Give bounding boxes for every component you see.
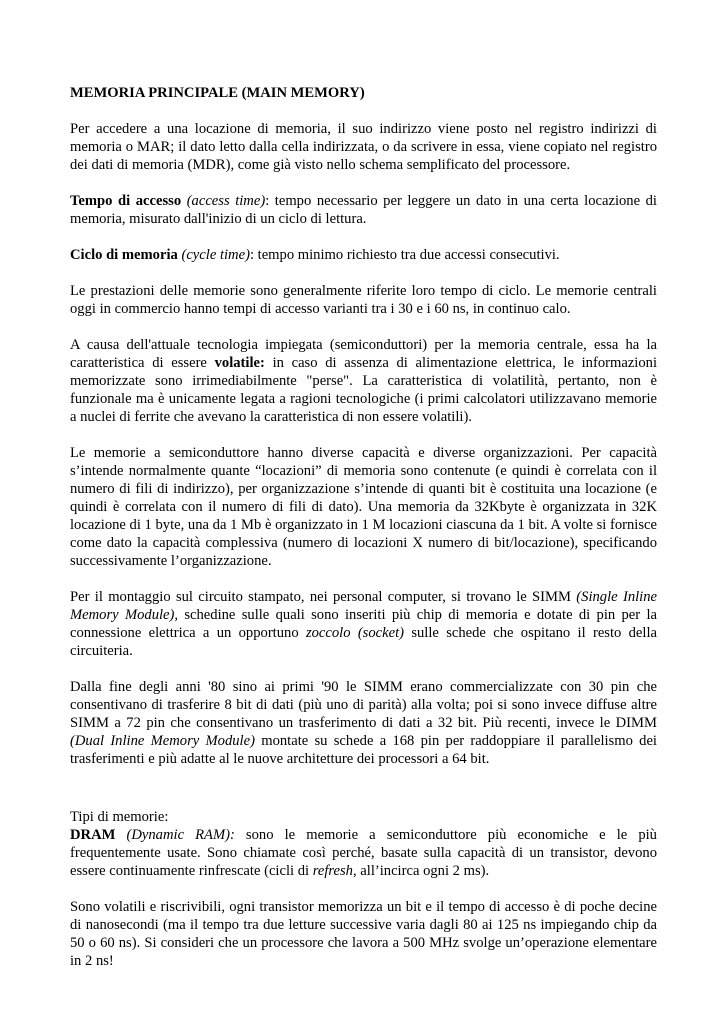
- term-simm-en: (Single Inline Memory Module),: [70, 589, 657, 623]
- text-simm-body: schedine sulle quali sono inseriti più chip di memoria e dotate di pin per la connessione elettrica a un opportuno: [70, 607, 657, 641]
- text-dram-end: , all’incirca ogni 2 ms).: [352, 863, 490, 879]
- paragraph-capacity: Le memorie a semiconduttore hanno diverse capacità e diverse organizzazioni. Per capacità s’intende normalmente quante “locazioni” di memoria sono contenute (e quindi è correlata con il numero di fili di indirizzo), per organizzazione s’intende di quanti bit è costituita una locazione (e quindi è correlata con il numero di fili di dato). Una memoria da 32Kbyte è organizzata in 32K locazione di 1 byte, una da 1 Mb è organizzato in 1 M locazioni ciascuna da 1 bit. A volte si fornisce come dato la capacità complessiva (numero di locazioni X numero di bit/locazione), specificando successivamente l’organizzazione.: [70, 445, 657, 569]
- section-title: MEMORIA PRINCIPALE (MAIN MEMORY): [70, 85, 365, 101]
- spacer: [70, 786, 657, 808]
- text-dimm-body: montate su schede a 168 pin per raddoppiare il parallelismo dei trasferimenti e più adatte al le nuove architetture dei processori a 64 bit.: [70, 733, 657, 767]
- term-cycle-time-en: (cycle time): [181, 247, 250, 263]
- document-page: [70, 84, 657, 988]
- term-access-time: Tempo di accesso: [70, 193, 182, 209]
- term-socket: zoccolo (socket): [305, 625, 405, 641]
- term-volatile: volatile:: [214, 355, 265, 371]
- text-volatility-body: in caso di assenza di alimentazione elettrica, le informazioni memorizzate sono irrimediabilmente "perse". La caratteristica di volatilità, pertanto, non è funzionale ma è unicamente legata a ragioni tecnologiche (i primi calcolatori utilizzavano memorie a nuclei di ferrite che avevano la caratteristica di non essere volatili).: [70, 355, 658, 425]
- text-simm-intro: Per il montaggio sul circuito stampato, nei personal computer, si trovano le SIMM: [70, 589, 577, 605]
- text-volatility-intro: A causa dell'attuale tecnologia impiegata (semiconduttori) per la memoria centrale, essa ha la caratteristica di essere: [70, 337, 657, 371]
- paragraph-dram: [70, 826, 657, 880]
- paragraph-volatile-rewritable: Sono volatili e riscrivibili, ogni transistor memorizza un bit e il tempo di accesso è di poche decine di nanosecondi (ma il tempo tra due letture successive varia dagli 80 ai 125 ns impiegando chip da 50 o 60 ns). Si consideri che un processore che lavora a 500 MHz svolge un’operazione elementare in 2 ns!: [70, 899, 657, 969]
- term-access-time-en: (access time): [186, 193, 266, 209]
- term-dram: DRAM: [70, 827, 116, 843]
- paragraph-cycle-time: [70, 246, 657, 264]
- term-dimm-en: (Dual Inline Memory Module): [70, 733, 255, 749]
- paragraph-access-time: [70, 192, 657, 228]
- paragraph-memory-access: Per accedere a una locazione di memoria, il suo indirizzo viene posto nel registro indirizzi di memoria o MAR; il dato letto dalla cella indirizzata, o da scrivere in essa, viene copiato nel registro dei dati di memoria (MDR), come già visto nello schema semplificato del processore.: [70, 121, 657, 173]
- memory-types-heading: Tipi di memorie:: [70, 809, 169, 825]
- definition-cycle-time: : tempo minimo richiesto tra due accessi consecutivi.: [249, 247, 560, 263]
- term-refresh: refresh: [312, 863, 353, 879]
- definition-access-time: : tempo necessario per leggere un dato in una certa locazione di memoria, misurato dall'inizio di un ciclo di lettura.: [70, 193, 657, 227]
- text-dram-body: sono le memorie a semiconduttore più economiche e le più frequentemente usate. Sono chiamate così perché, basate sulla capacità di un transistor, devono essere continuamente rinfrescate (cicli di: [70, 827, 657, 879]
- text-dimm-intro: Dalla fine degli anni '80 sino ai primi '90 le SIMM erano commercializzate con 30 pin che consentivano di trasferire 8 bit di dati (più uno di parità) alla volta; poi si sono invece diffuse altre SIMM a 72 pin che consentivano un trasferimento di dati a 32 bit. Più recenti, invece le DIMM: [70, 679, 657, 731]
- term-cycle-time: Ciclo di memoria: [70, 247, 178, 263]
- text-simm-end: sulle schede che ospitano il resto della circuiteria.: [70, 625, 657, 659]
- term-dram-en: (Dynamic RAM):: [126, 827, 235, 843]
- paragraph-performance: Le prestazioni delle memorie sono generalmente riferite loro tempo di ciclo. Le memorie centrali oggi in commercio hanno tempi di accesso varianti tra i 30 e i 60 ns, in continuo calo.: [70, 283, 657, 317]
- paragraph-dimm: [70, 678, 657, 768]
- paragraph-volatility: [70, 336, 657, 426]
- paragraph-simm: [70, 588, 657, 660]
